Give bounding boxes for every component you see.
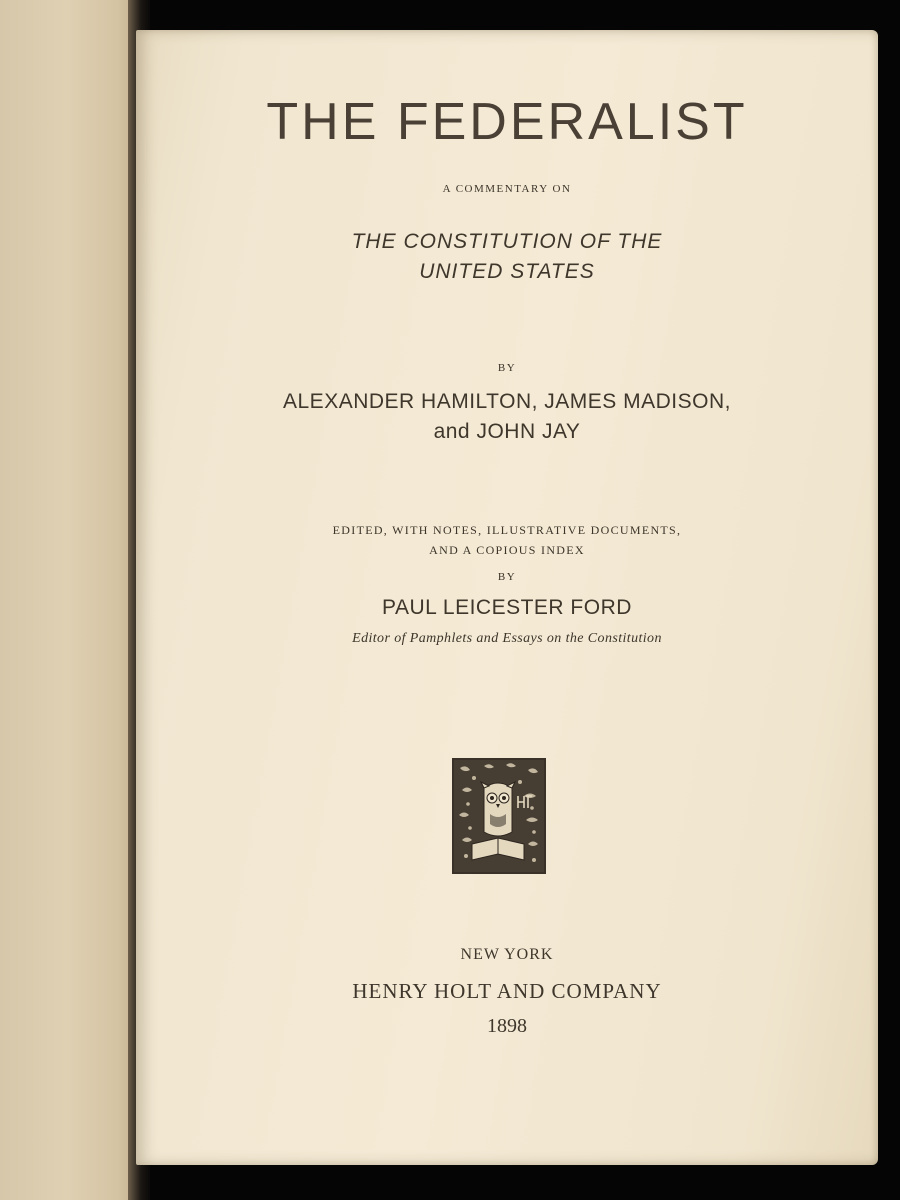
edited-line-2: AND A COPIOUS INDEX [429,543,585,557]
book-title: THE FEDERALIST [266,93,748,151]
subtitle-line-2: UNITED STATES [419,260,595,283]
subtitle-intro: A COMMENTARY ON [442,183,572,195]
authors-line-2: and JOHN JAY [433,420,581,443]
by-label-authors: BY [497,362,517,374]
by-label-editor: BY [497,571,517,583]
publisher-name: HENRY HOLT AND COMPANY [352,979,662,1003]
publication-year: 1898 [487,1015,527,1037]
publication-place: NEW YORK [460,946,554,963]
title-page [136,30,878,1165]
front-cover-board [0,0,148,1200]
editor-name: PAUL LEICESTER FORD [382,596,632,619]
editor-credit: Editor of Pamphlets and Essays on the Constitution [352,631,662,646]
owl-publisher-device-icon [452,758,546,874]
subtitle-line-1: THE CONSTITUTION OF THE [351,230,663,253]
edited-line-1: EDITED, WITH NOTES, ILLUSTRATIVE DOCUMENTS, [332,523,682,537]
authors-line-1: ALEXANDER HAMILTON, JAMES MADISON, [283,390,731,413]
